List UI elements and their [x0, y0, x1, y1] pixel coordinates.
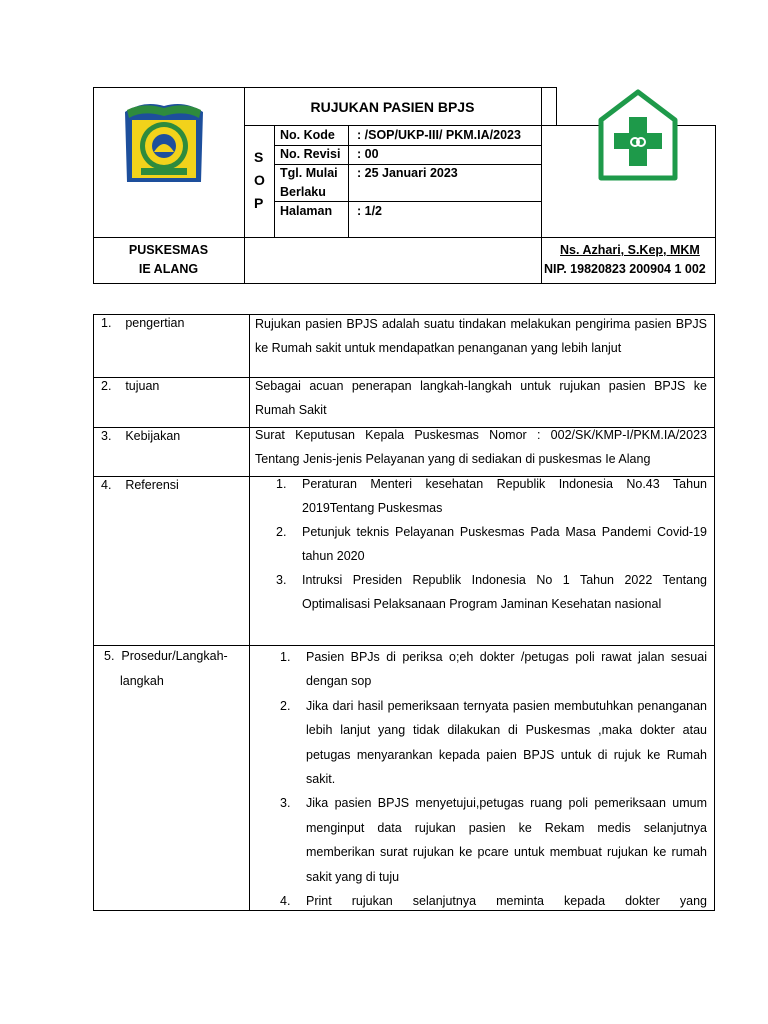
- list-number: 1.: [280, 650, 291, 664]
- list-number: 2.: [280, 698, 291, 713]
- field-value-no-revisi: : 00: [357, 147, 379, 161]
- regional-emblem-logo: [121, 98, 207, 186]
- org-name-line1: PUSKESMAS: [128, 243, 209, 257]
- field-label-tgl-mulai: Tgl. Mulai: [280, 166, 338, 180]
- list-number: 1.: [276, 477, 287, 491]
- signer-nip: NIP. 19820823 200904 1 002: [544, 262, 706, 276]
- section-label-tujuan: 2. tujuan: [101, 379, 160, 393]
- document-title: RUJUKAN PASIEN BPJS: [310, 99, 475, 115]
- referensi-list: [276, 472, 707, 616]
- list-number: 4.: [280, 894, 291, 909]
- field-label-halaman: Halaman: [280, 204, 333, 218]
- org-name-line2: IE ALANG: [138, 262, 199, 276]
- list-item: 1. Pasien BPJs di periksa o;eh dokter /petugas poli rawat jalan sesuai dengan sop: [306, 645, 707, 694]
- list-item: 1. Peraturan Menteri kesehatan Republik Indonesia No.43 Tahun 2019Tentang Puskesmas: [302, 472, 707, 520]
- field-label-no-kode: No. Kode: [280, 128, 335, 142]
- section-label-kebijakan: 3. Kebijakan: [101, 429, 181, 443]
- puskesmas-logo: [598, 89, 678, 181]
- list-number: 3.: [280, 796, 291, 811]
- section-label-pengertian: 1. pengertian: [101, 316, 185, 330]
- section-text-tujuan: Sebagai acuan penerapan langkah-langkah untuk rujukan pasien BPJS ke Rumah Sakit: [255, 379, 707, 417]
- prosedur-list: [280, 645, 707, 913]
- section-label-referensi: 4. Referensi: [101, 478, 179, 492]
- sop-letter-o: O: [254, 172, 265, 188]
- field-label-berlaku: Berlaku: [280, 185, 326, 199]
- list-number: 3.: [276, 573, 287, 587]
- field-value-tgl-mulai: : 25 Januari 2023: [357, 166, 458, 180]
- field-value-halaman: : 1/2: [357, 204, 383, 218]
- section-text-kebijakan: Surat Keputusan Kepala Puskesmas Nomor : 002/SK/KMP-I/PKM.IA/2023 Tentang Jenis-jenis Pelayanan yang di sediakan di puskesmas Ie Alang: [255, 428, 707, 466]
- list-item: 2. Jika dari hasil pemeriksaan ternyata pasien membutuhkan penanganan lebih lanjut yang tidak dilakukan di Puskesmas ,maka dokter atau petugas menyarankan kepada paien BPJS untuk di rujuk ke Rumah sakit.: [306, 694, 707, 792]
- list-item: 3. Jika pasien BPJS menyetujui,petugas ruang poli pemeriksaan umum menginput data rujukan pasien ke Rekam medis selanjutnya memberikan surat rujukan ke pcare untuk membuat rujukan ke rumah sakit yang di tuju: [306, 791, 707, 889]
- sop-letter-s: S: [254, 149, 264, 165]
- list-number: 2.: [276, 525, 287, 539]
- section-label-prosedur-line2: langkah: [120, 674, 164, 688]
- section-label-prosedur: 5. Prosedur/Langkah-: [104, 649, 228, 663]
- list-item: 2. Petunjuk teknis Pelayanan Puskesmas Pada Masa Pandemi Covid-19 tahun 2020: [302, 520, 707, 568]
- sop-letter-p: P: [254, 195, 264, 211]
- field-value-no-kode: : /SOP/UKP-III/ PKM.IA/2023: [357, 128, 521, 142]
- list-item: 4. Print rujukan selanjutnya meminta kepada dokter yang: [306, 889, 707, 913]
- signer-name: Ns. Azhari, S.Kep, MKM: [560, 243, 700, 257]
- section-text-pengertian: Rujukan pasien BPJS adalah suatu tindakan melakukan pengirima pasien BPJS ke Rumah sakit untuk mendapatkan penanganan yang lebih lanjut: [255, 317, 707, 355]
- list-item: 3. Intruksi Presiden Republik Indonesia No 1 Tahun 2022 Tentang Optimalisasi Pelaksanaan Program Jaminan Kesehatan nasional: [302, 568, 707, 616]
- field-label-no-revisi: No. Revisi: [280, 147, 341, 161]
